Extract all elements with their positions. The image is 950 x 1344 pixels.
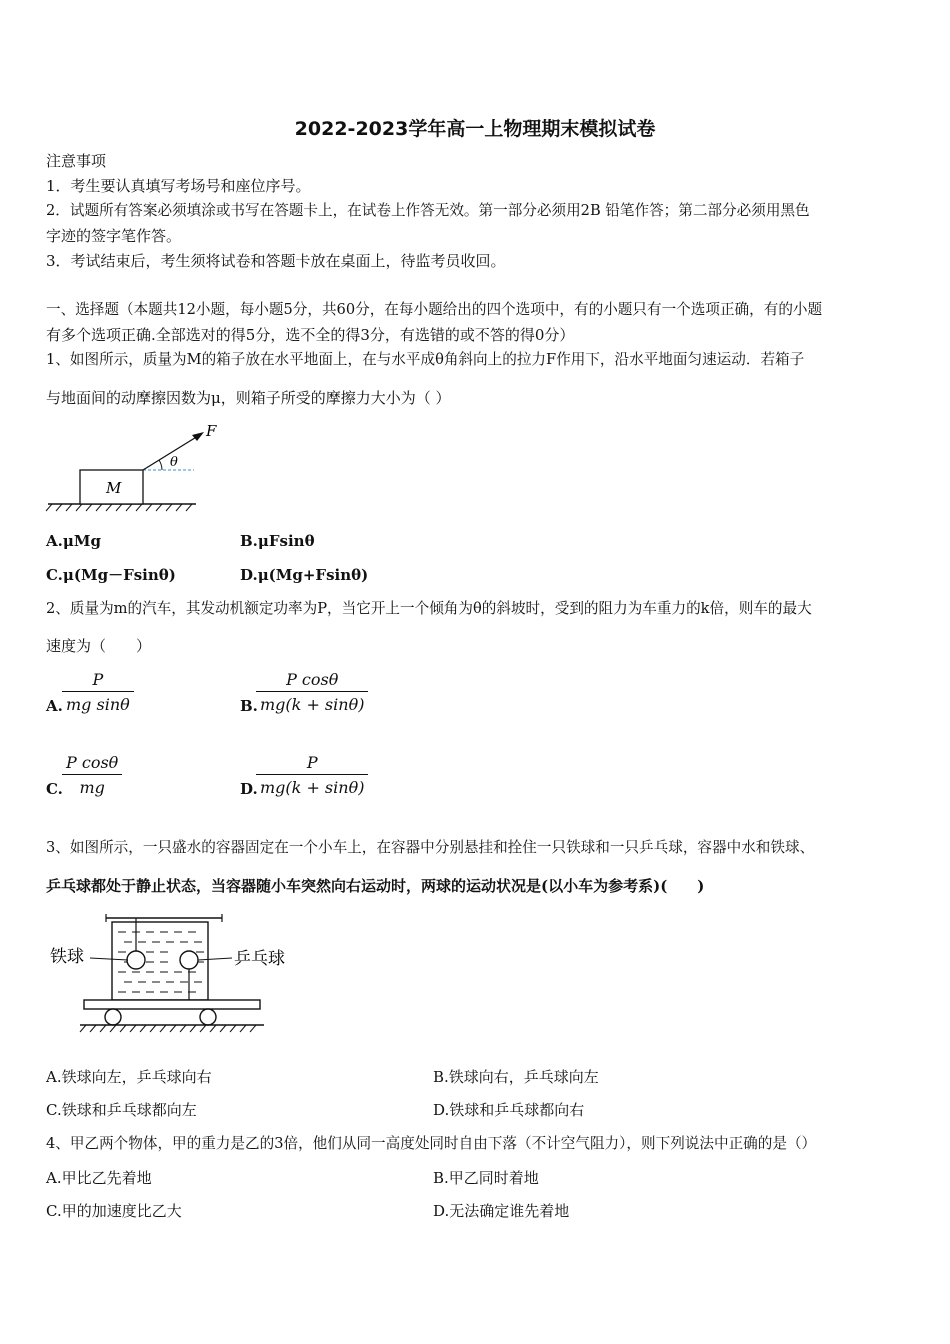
option-a[interactable]: A.甲比乙先着地 bbox=[46, 1169, 152, 1187]
denominator: mg(k + sinθ) bbox=[260, 778, 365, 797]
option-a-label[interactable]: A. bbox=[46, 697, 63, 715]
denominator: mg bbox=[79, 778, 105, 797]
section-heading: 一、选择题（本题共12小题，每小题5分，共60分，在每小题给出的四个选项中，有的小题只有一个选项正确，有的小题 bbox=[46, 301, 823, 318]
question-4-text: 4、甲乙两个物体，甲的重力是乙的3倍，他们从同一高度处同时自由下落（不计空气阻力），则下列说法中正确的是（） bbox=[46, 1135, 817, 1152]
option-a[interactable]: A.μMg bbox=[46, 532, 101, 550]
option-c[interactable]: C.μ(Mg－Fsinθ) bbox=[46, 566, 176, 584]
question-3-text: 3、如图所示，一只盛水的容器固定在一个小车上，在容器中分别悬挂和拴住一只铁球和一只乒乓球，容器中水和铁球、 bbox=[46, 839, 815, 856]
question-1-text: 1、如图所示，质量为M的箱子放在水平地面上，在与水平成θ角斜向上的拉力F作用下，沿水平地面匀速运动．若箱子 bbox=[46, 351, 805, 368]
iron-ball-label: 铁球 bbox=[50, 947, 84, 967]
numerator: P bbox=[62, 670, 134, 692]
angle-arc bbox=[159, 460, 162, 470]
question-1-figure bbox=[46, 422, 226, 512]
denominator: mg sinθ bbox=[66, 695, 130, 714]
notice-item: 3．考试结束后，考生须将试卷和答题卡放在桌面上，待监考员收回。 bbox=[46, 252, 506, 270]
option-b[interactable]: B.铁球向右，乒乓球向左 bbox=[433, 1068, 599, 1086]
notice-item: 2．试题所有答案必须填涂或书写在答题卡上，在试卷上作答无效。第一部分必须用2B 铅笔作答；第二部分必须用黑色 bbox=[46, 202, 810, 219]
notice-heading: 注意事项 bbox=[46, 152, 107, 170]
question-1-text-cont: 与地面间的动摩擦因数为μ，则箱子所受的摩擦力大小为（ ） bbox=[46, 389, 451, 407]
box-label: M bbox=[106, 479, 122, 497]
option-d[interactable]: D.无法确定谁先着地 bbox=[433, 1202, 570, 1220]
option-c-label[interactable]: C. bbox=[46, 780, 63, 798]
numerator: P bbox=[256, 753, 368, 775]
option-a-fraction bbox=[62, 670, 134, 714]
option-b[interactable]: B.μFsinθ bbox=[240, 532, 315, 550]
numerator: P cosθ bbox=[62, 753, 122, 775]
option-d-fraction bbox=[256, 753, 368, 797]
notice-item: 字迹的签字笔作答。 bbox=[46, 227, 182, 245]
question-3-text-cont: 乒乓球都处于静止状态，当容器随小车突然向右运动时，两球的运动状况是(以小车为参考系)( ) bbox=[46, 877, 705, 895]
exam-title: 2022-2023学年高一上物理期末模拟试卷 bbox=[294, 118, 656, 140]
cart bbox=[84, 1000, 260, 1009]
force-label: F bbox=[206, 422, 217, 440]
question-3-figure bbox=[46, 912, 296, 1034]
option-b-fraction bbox=[256, 670, 368, 714]
wheel-left bbox=[105, 1009, 121, 1025]
section-heading-cont: 有多个选项正确.全部选对的得5分，选不全的得3分，有选错的或不答的得0分） bbox=[46, 326, 575, 344]
numerator: P cosθ bbox=[256, 670, 368, 692]
iron-ball bbox=[127, 951, 145, 969]
option-a[interactable]: A.铁球向左，乒乓球向右 bbox=[46, 1068, 212, 1086]
option-b[interactable]: B.甲乙同时着地 bbox=[433, 1169, 539, 1187]
angle-label: θ bbox=[170, 455, 178, 470]
question-2-text: 2、质量为m的汽车，其发动机额定功率为P，当它开上一个倾角为θ的斜坡时，受到的阻力为车重力的k倍，则车的最大 bbox=[46, 600, 812, 617]
option-b-label[interactable]: B. bbox=[240, 697, 258, 715]
notice-item: 1．考生要认真填写考场号和座位序号。 bbox=[46, 177, 311, 195]
arrow-head bbox=[192, 432, 204, 441]
option-d[interactable]: D.铁球和乒乓球都向右 bbox=[433, 1101, 585, 1119]
option-d[interactable]: D.μ(Mg+Fsinθ) bbox=[240, 566, 369, 584]
question-2-text-cont: 速度为（ ） bbox=[46, 637, 152, 655]
option-d-label[interactable]: D. bbox=[240, 780, 258, 798]
ping-pong-ball bbox=[180, 951, 198, 969]
denominator: mg(k + sinθ) bbox=[260, 695, 365, 714]
option-c[interactable]: C.铁球和乒乓球都向左 bbox=[46, 1101, 197, 1119]
option-c-fraction bbox=[62, 753, 122, 797]
wheel-right bbox=[200, 1009, 216, 1025]
ping-pong-label: 乒乓球 bbox=[234, 949, 285, 969]
option-c[interactable]: C.甲的加速度比乙大 bbox=[46, 1202, 182, 1220]
